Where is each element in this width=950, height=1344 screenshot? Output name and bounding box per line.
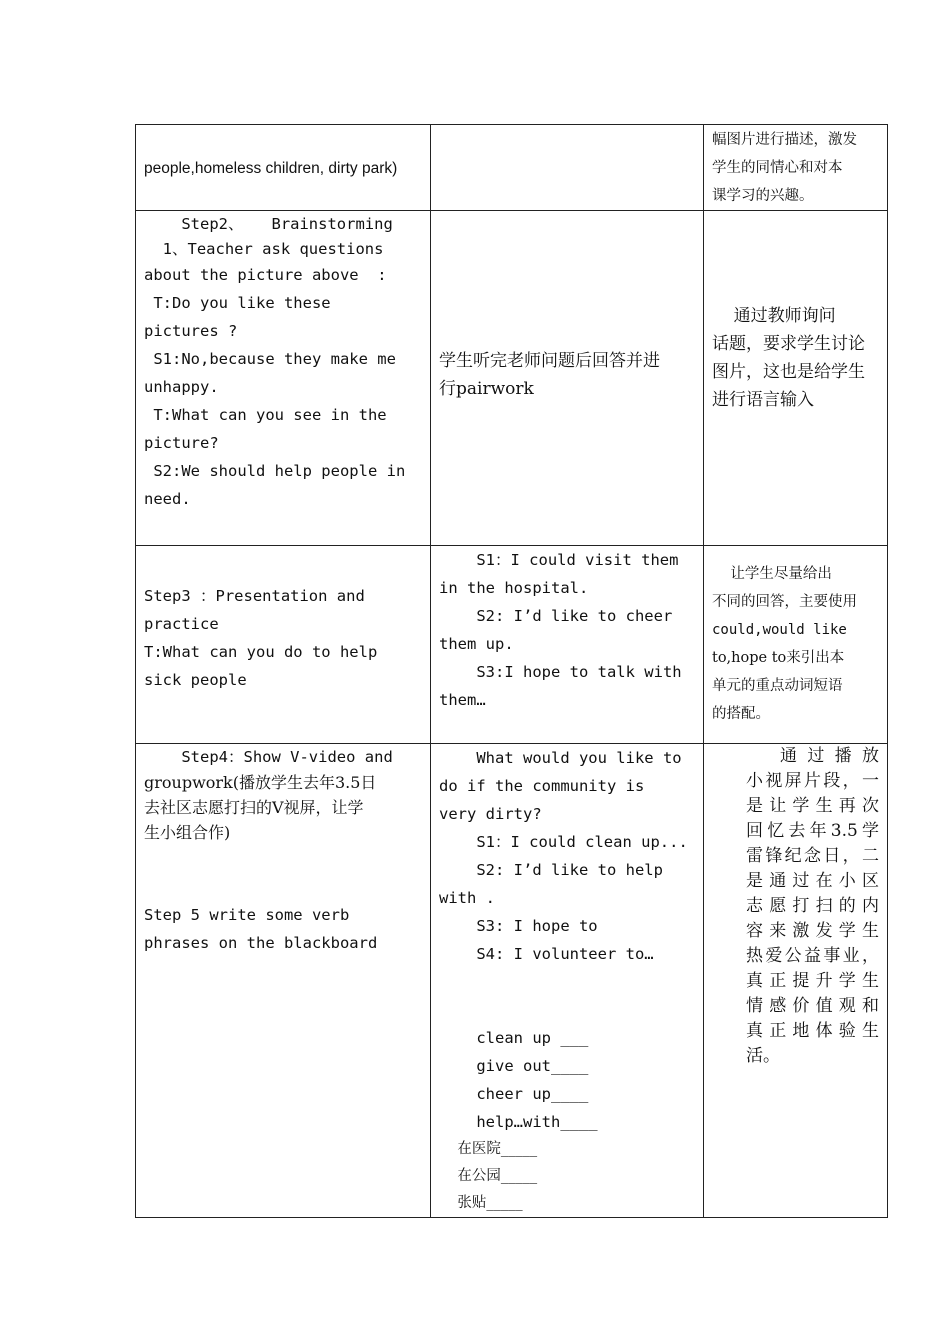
row1-purpose-line: 学生的同情心和对本 xyxy=(712,160,843,176)
row1-purpose-line: 课学习的兴趣。 xyxy=(712,188,814,204)
verb-phrase-line: 在医院_____ xyxy=(439,1141,538,1157)
step3-answer-line: S3:I hope to talk with xyxy=(439,663,682,681)
verb-phrase-line: help…with____ xyxy=(439,1113,598,1131)
row1-step-text: people,homeless children, dirty park) xyxy=(144,159,398,177)
verb-phrase-line: cheer up____ xyxy=(439,1085,589,1103)
step3-line: T:What can you do to help xyxy=(144,642,378,661)
row4-purpose-line: 回忆去年3.5学 xyxy=(746,821,879,841)
row3-purpose-line: 单元的重点动词短语 xyxy=(712,678,843,694)
step5-line: phrases on the blackboard xyxy=(144,934,378,952)
step4-answer-line: S1：I could clean up... xyxy=(439,833,688,851)
step2-line: picture? xyxy=(144,434,219,452)
step3-answer-line: them up. xyxy=(439,635,514,653)
row4-activity-cell xyxy=(431,744,704,1218)
step3-line: sick people xyxy=(144,670,247,689)
row1-activity-cell xyxy=(431,125,704,211)
step2-line: S1:No,because they make me xyxy=(144,350,396,368)
row1-step-cell xyxy=(136,125,431,211)
verb-phrase-line: 在公园_____ xyxy=(439,1168,538,1184)
row4-purpose-line: 真正地体验生 xyxy=(746,1021,879,1041)
verb-phrase-line: clean up ___ xyxy=(439,1029,589,1047)
step4-answer-line: What would you like to xyxy=(439,749,682,767)
step2-line: 1、Teacher ask questions xyxy=(144,240,384,258)
verb-phrase-line: 张贴_____ xyxy=(439,1195,523,1211)
row3-purpose-line: could,would like xyxy=(712,622,847,638)
step4-answer-line: with . xyxy=(439,889,495,907)
row2-purpose-cell xyxy=(704,211,888,546)
row4-purpose-line: 活。 xyxy=(746,1046,780,1066)
step2-line: unhappy. xyxy=(144,378,219,396)
row4-purpose-line: 小视屏片段，一 xyxy=(746,771,879,791)
row3-purpose-line: 的搭配。 xyxy=(712,706,770,722)
row2-activity-cell xyxy=(431,211,704,546)
table-row xyxy=(136,744,888,1218)
row4-purpose-line: 容来激发学生 xyxy=(746,921,879,941)
row3-purpose-line: 不同的回答，主要使用 xyxy=(712,594,857,610)
table-row xyxy=(136,125,888,211)
row2-purpose-line: 话题，要求学生讨论 xyxy=(712,334,865,354)
row2-purpose-line: 图片，这也是给学生 xyxy=(712,362,865,382)
step2-line: S2:We should help people in xyxy=(144,462,406,480)
step3-line: practice xyxy=(144,614,219,633)
step2-line: need. xyxy=(144,490,191,508)
step3-answer-line: S2: I’d like to cheer xyxy=(439,607,673,625)
row4-step-cell xyxy=(136,744,431,1218)
step4-line: 生小组合作) xyxy=(144,823,231,842)
row4-purpose-line: 热爱公益事业， xyxy=(746,946,879,966)
row4-purpose-line: 志愿打扫的内 xyxy=(746,896,879,916)
step3-answer-line: in the hospital. xyxy=(439,579,589,597)
step2-line: Step2、 Brainstorming xyxy=(144,215,393,233)
row4-purpose-line: 情感价值观和 xyxy=(746,996,879,1016)
step2-line: pictures ? xyxy=(144,322,238,340)
row2-step-cell xyxy=(136,211,431,546)
table-row xyxy=(136,211,888,546)
row4-purpose-line: 真正提升学生 xyxy=(746,971,879,991)
row1-purpose-line: 幅图片进行描述，激发 xyxy=(712,132,857,148)
step3-answer-line: S1：I could visit them xyxy=(439,551,679,569)
row1-purpose-cell xyxy=(704,125,888,211)
row3-purpose-line: to,hope to来引出本 xyxy=(712,650,845,666)
row3-purpose-cell xyxy=(704,546,888,744)
row2-purpose-line: 进行语言输入 xyxy=(712,390,814,410)
verb-phrase-line: give out____ xyxy=(439,1057,589,1075)
lesson-plan-table xyxy=(135,124,888,1218)
row4-purpose-line: 是通过在小区 xyxy=(746,871,879,891)
step2-line: T:Do you like these xyxy=(144,294,331,312)
row4-purpose-cell xyxy=(704,744,888,1218)
step2-line: T:What can you see in the xyxy=(144,406,387,424)
step3-line: Step3 ：Presentation and xyxy=(144,586,365,605)
step4-answer-line: S3: I hope to xyxy=(439,917,598,935)
row3-step-cell xyxy=(136,546,431,744)
row4-purpose-line: 通过播放 xyxy=(780,746,879,766)
step4-line: Step4：Show V-video and xyxy=(144,748,393,766)
step5-line: Step 5 write some verb xyxy=(144,906,350,924)
row4-purpose-line: 雷锋纪念日，二 xyxy=(746,846,879,866)
step4-answer-line: S4: I volunteer to… xyxy=(439,945,654,963)
step3-answer-line: them… xyxy=(439,691,486,709)
step4-answer-line: do if the community is xyxy=(439,777,645,795)
step4-line: groupwork(播放学生去年3.5日 xyxy=(144,773,377,792)
row3-purpose-line: 让学生尽量给出 xyxy=(712,566,832,582)
row4-purpose-line: 是让学生再次 xyxy=(746,796,879,816)
row3-activity-cell xyxy=(431,546,704,744)
step4-line: 去社区志愿打扫的V视屏，让学 xyxy=(144,798,364,817)
step4-answer-line: very dirty? xyxy=(439,805,542,823)
row2-activity-line: 行pairwork xyxy=(439,379,534,399)
step2-line: about the picture above : xyxy=(144,266,387,284)
row2-purpose-line: 通过教师询问 xyxy=(712,306,836,326)
step4-answer-line: S2: I’d like to help xyxy=(439,861,663,879)
table-row xyxy=(136,546,888,744)
row2-activity-line: 学生听完老师问题后回答并进 xyxy=(439,351,660,371)
